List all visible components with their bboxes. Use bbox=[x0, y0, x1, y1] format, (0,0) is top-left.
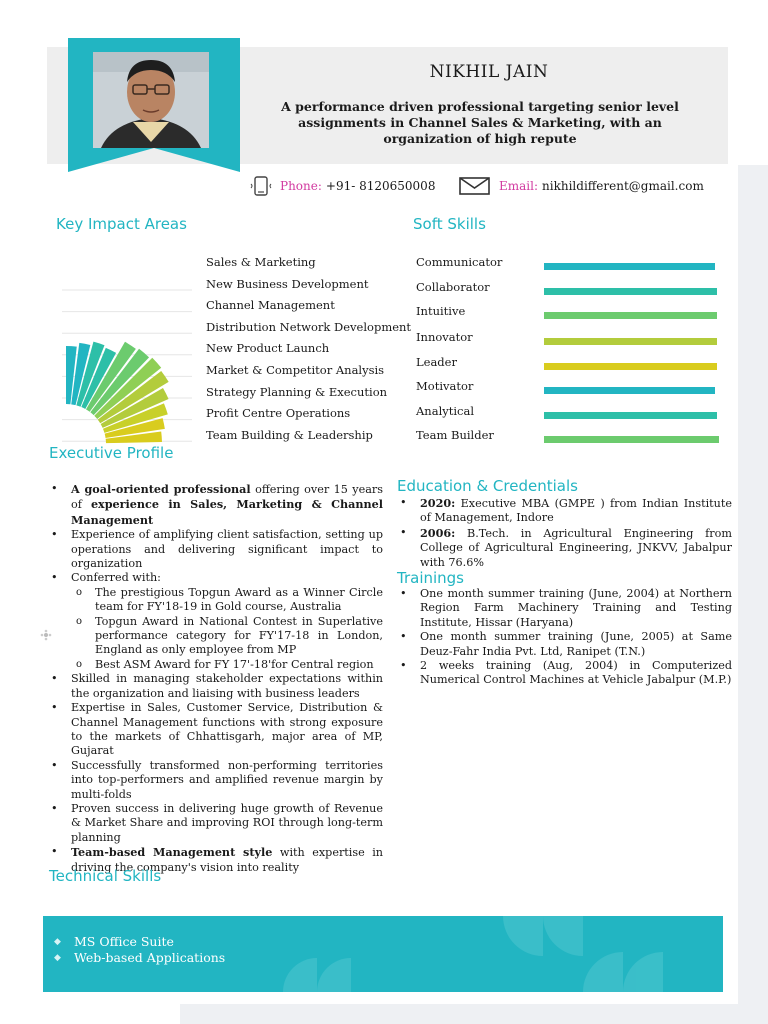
list-item: • 2 weeks training (Aug, 2004) in Computerized Numerical Control Machines at Vehicle Jabalpur (M.P.) bbox=[398, 659, 732, 688]
soft-skill-row bbox=[416, 330, 726, 350]
education-title: Education & Credentials bbox=[397, 477, 578, 495]
email-address[interactable]: nikhildifferent@gmail.com bbox=[542, 179, 704, 193]
decorative-side-strip bbox=[738, 165, 768, 1005]
soft-skill-bar bbox=[544, 263, 715, 270]
executive-profile-list bbox=[49, 482, 383, 875]
soft-skill-label: Collaborator bbox=[416, 280, 490, 294]
decorative-bottom-strip bbox=[180, 1004, 768, 1024]
soft-skill-label: Analytical bbox=[416, 404, 475, 418]
soft-skill-bar bbox=[544, 288, 717, 295]
list-item: • Successfully transformed non-performing territories into top-performers and amplified revenue margin by multi-folds bbox=[49, 759, 383, 802]
trainings-title: Trainings bbox=[397, 569, 465, 587]
key-impact-title: Key Impact Areas bbox=[56, 215, 187, 233]
candidate-name: NIKHIL JAIN bbox=[429, 62, 549, 82]
key-impact-item: Profit Centre Operations bbox=[206, 406, 351, 421]
list-item: • Team-based Management style with expertise in driving the company's vision into reality bbox=[49, 845, 383, 875]
soft-skill-bar bbox=[544, 363, 717, 370]
phone-contact bbox=[250, 176, 435, 196]
soft-skill-row bbox=[416, 255, 726, 275]
list-item: • Conferred with: bbox=[49, 571, 383, 585]
list-item: • Proven success in delivering huge growth of Revenue & Market Share and improving ROI through long-term planning bbox=[49, 802, 383, 845]
soft-skill-label: Team Builder bbox=[416, 428, 494, 442]
soft-skill-row bbox=[416, 404, 726, 424]
soft-skill-row bbox=[416, 379, 726, 399]
soft-skills-title: Soft Skills bbox=[413, 215, 486, 233]
phone-number[interactable]: +91- 8120650008 bbox=[325, 179, 436, 193]
list-subitem: o Topgun Award in National Contest in Superlative performance category for FY'17-18 in London, England as only employee from MP bbox=[49, 615, 383, 658]
key-impact-list bbox=[206, 252, 411, 446]
soft-skill-label: Intuitive bbox=[416, 304, 466, 318]
key-impact-item: Strategy Planning & Execution bbox=[206, 384, 388, 399]
key-impact-item: Market & Competitor Analysis bbox=[206, 362, 385, 377]
soft-skill-row bbox=[416, 304, 726, 324]
list-item: • Skilled in managing stakeholder expectations within the organization and liaising with business leaders bbox=[49, 672, 383, 701]
email-label: Email: bbox=[499, 179, 539, 193]
key-impact-item: New Product Launch bbox=[206, 341, 330, 356]
key-impact-item: Sales & Marketing bbox=[206, 255, 316, 269]
profile-photo bbox=[93, 52, 209, 148]
technical-skills-list bbox=[52, 934, 225, 966]
envelope-icon bbox=[459, 176, 491, 196]
soft-skill-label: Innovator bbox=[416, 330, 473, 344]
soft-skill-bar bbox=[544, 312, 717, 319]
list-item: ◆ MS Office Suite bbox=[52, 934, 225, 950]
list-item: • 2006: B.Tech. in Agricultural Engineering from College of Agricultural Engineering, JNKVV, Jabalpur with 76.6% bbox=[398, 526, 732, 570]
list-item: • Expertise in Sales, Customer Service, Distribution & Channel Management functions with strong exposure to the markets of Chhattisgarh, major area of MP, Gujarat bbox=[49, 701, 383, 759]
soft-skill-label: Leader bbox=[416, 355, 457, 369]
soft-skill-row bbox=[416, 355, 726, 375]
list-subitem: o The prestigious Topgun Award as a Winner Circle team for FY'18-19 in Gold course, Australia bbox=[49, 586, 383, 615]
phone-label: Phone: bbox=[280, 179, 322, 193]
list-item: • A goal-oriented professional offering over 15 years of experience in Sales, Marketing & Channel Management bbox=[49, 482, 383, 528]
technical-skills-title: Technical Skills bbox=[49, 867, 162, 885]
list-item: • One month summer training (June, 2005) at Same Deuz-Fahr India Pvt. Ltd, Ranipet (T.N.) bbox=[398, 630, 732, 659]
key-impact-item: Channel Management bbox=[206, 298, 335, 313]
list-item: • One month summer training (June, 2004) at Northern Region Farm Machinery Training and Testing Institute, Hissar (Haryana) bbox=[398, 587, 732, 630]
soft-skill-label: Motivator bbox=[416, 379, 474, 393]
trainings-list bbox=[398, 587, 732, 688]
soft-skill-bar bbox=[544, 436, 719, 443]
headline-tagline: A performance driven professional targeting senior level assignments in Channel Sales & Marketing, with an organization of high repute bbox=[281, 99, 679, 146]
list-item: ◆ Web-based Applications bbox=[52, 950, 225, 966]
email-contact bbox=[459, 176, 704, 196]
list-item: • Experience of amplifying client satisfaction, setting up operations and delivering significant impact to organization bbox=[49, 528, 383, 571]
phone-icon bbox=[250, 176, 272, 196]
education-list bbox=[398, 496, 732, 570]
soft-skill-bar bbox=[544, 387, 715, 394]
soft-skill-label: Communicator bbox=[416, 255, 503, 269]
key-impact-fan-chart bbox=[62, 274, 192, 444]
list-item: • 2020: Executive MBA (GMPE ) from Indian Institute of Management, Indore bbox=[398, 496, 732, 526]
soft-skill-row bbox=[416, 428, 726, 448]
soft-skill-bar bbox=[544, 338, 717, 345]
executive-profile-title: Executive Profile bbox=[49, 444, 174, 462]
list-subitem: o Best ASM Award for FY 17'-18'for Central region bbox=[49, 658, 383, 672]
soft-skill-row bbox=[416, 280, 726, 300]
soft-skill-bar bbox=[544, 412, 717, 419]
key-impact-item: New Business Development bbox=[206, 276, 369, 291]
key-impact-item: Distribution Network Development bbox=[206, 319, 412, 334]
key-impact-item: Team Building & Leadership bbox=[206, 427, 373, 442]
decorative-flower-icon bbox=[40, 629, 52, 641]
